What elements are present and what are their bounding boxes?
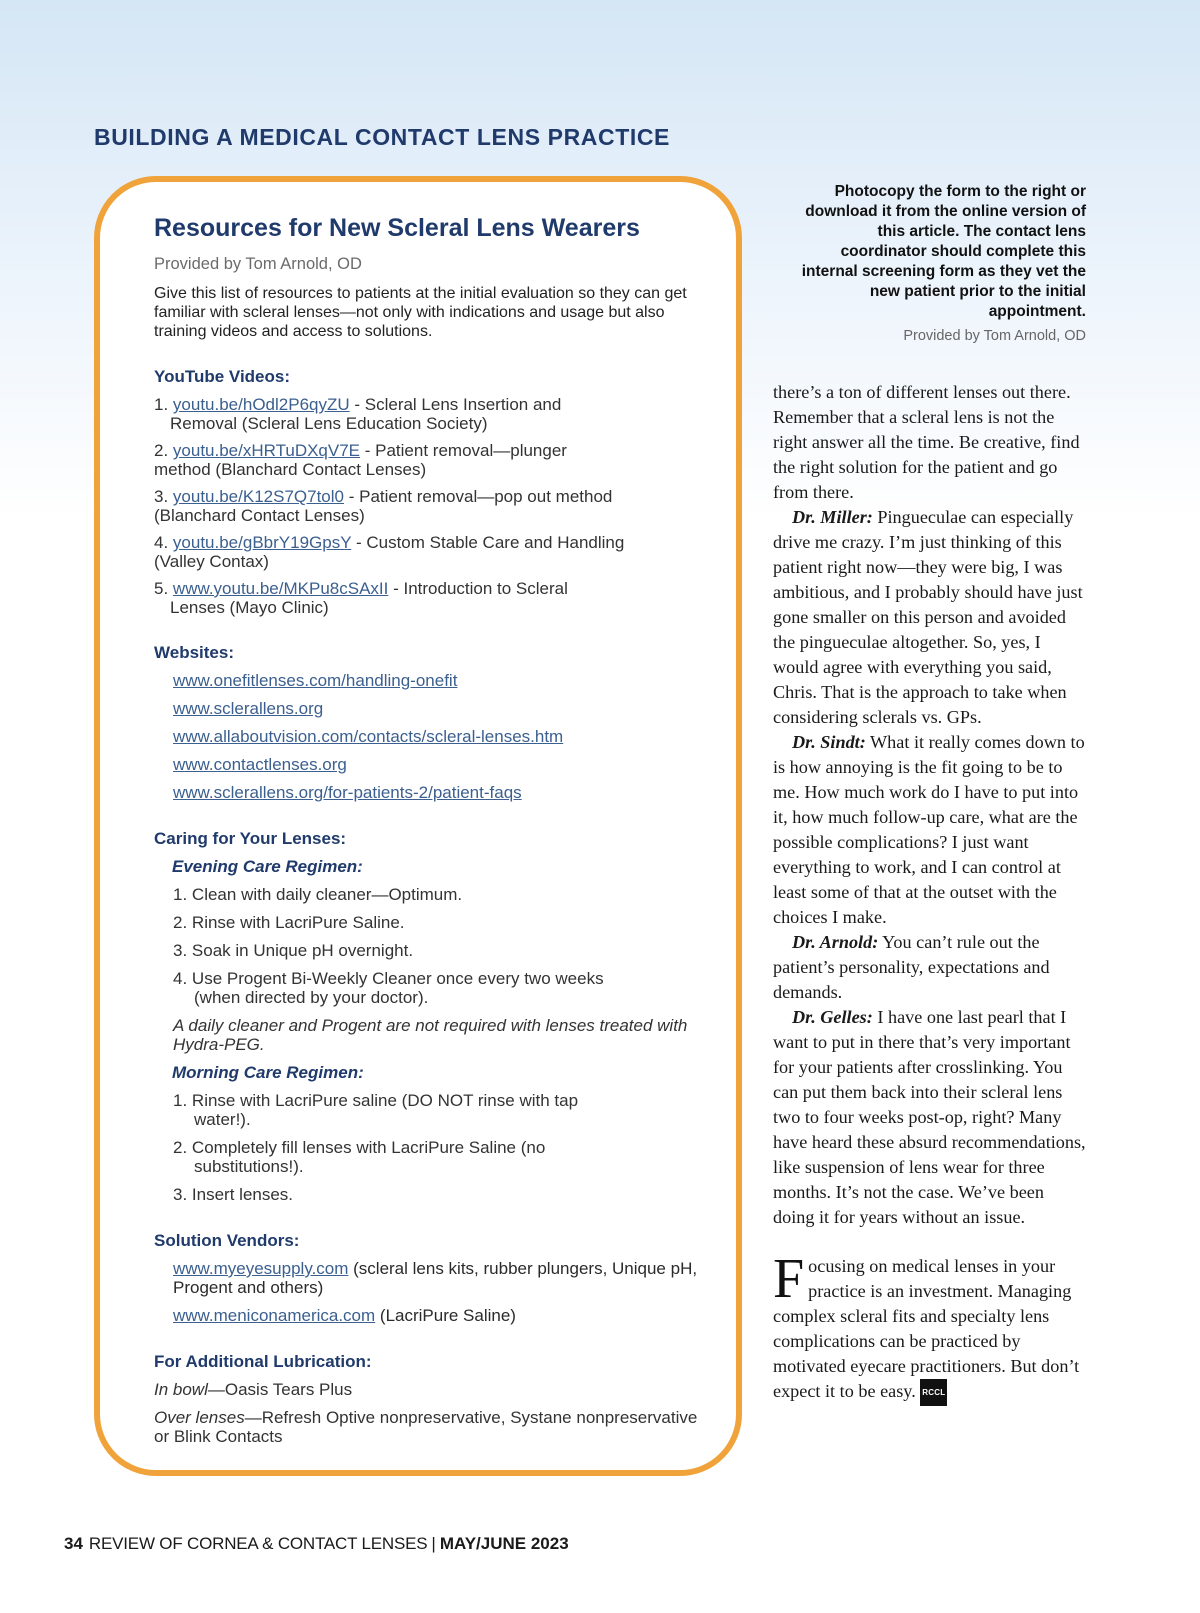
speaker-name: Dr. Gelles: [792, 1007, 873, 1027]
vendor-link[interactable]: www.meniconamerica.com [173, 1306, 376, 1325]
website-link[interactable]: www.contactlenses.org [173, 755, 347, 774]
vendor-item: www.myeyesupply.com (scleral lens kits, rubber plungers, Unique pH, Progent and others) [173, 1259, 698, 1297]
website-link[interactable]: www.sclerallens.org/for-patients-2/patient-faqs [173, 783, 522, 802]
vendor-item: www.meniconamerica.com (LacriPure Saline) [173, 1306, 516, 1325]
speaker-name: Dr. Sindt: [792, 732, 866, 752]
youtube-link[interactable]: youtu.be/hOdl2P6qyZU [172, 395, 350, 414]
box-byline: Provided by Tom Arnold, OD [154, 255, 362, 273]
youtube-link[interactable]: youtu.be/gBbrY19GpsY [172, 533, 352, 552]
speaker-name: Dr. Miller: [792, 507, 873, 527]
youtube-item: 5. www.youtu.be/MKPu8cSAxII - Introduction to Scleral Lenses (Mayo Clinic) [154, 579, 568, 617]
lubrication-item: In bowl—Oasis Tears Plus [154, 1380, 353, 1399]
morning-step: 3. Insert lenses. [173, 1185, 294, 1204]
lubrication-item: Over lenses—Refresh Optive nonpreservative, Systane nonpreservative or Blink Contacts [154, 1408, 698, 1446]
evening-step: 4. Use Progent Bi-Weekly Cleaner once every two weeks (when directed by your doctor). [173, 969, 604, 1007]
evening-heading: Evening Care Regimen: [172, 857, 363, 876]
box-title: Resources for New Scleral Lens Wearers [154, 214, 640, 242]
youtube-link[interactable]: youtu.be/xHRTuDXqV7E [172, 441, 361, 460]
morning-heading: Morning Care Regimen: [172, 1063, 364, 1082]
website-link[interactable]: www.allaboutvision.com/contacts/scleral-lenses.htm [173, 727, 564, 746]
article-paragraph: Dr. Gelles: I have one last pearl that I want to put in there that’s very important for your patients after crosslinking. You can put them back into their scleral lens two to four weeks post-op, right? Many have heard these absurd recommendations, like suspension of lens wear for three months. It’s not the case. We’ve been doing it for years without an issue. [773, 1007, 1086, 1227]
speaker-name: Dr. Arnold: [792, 932, 879, 952]
article-paragraph: Dr. Arnold: You can’t rule out the patient’s personality, expectations and demands. [773, 932, 1050, 1002]
article-paragraph: Dr. Miller: Pingueculae can especially drive me crazy. I’m just thinking of this patient right now—they were big, I was ambitious, and I probably should have just gone smaller on this person and avoided the pingueculae altogether. So, yes, I would agree with everything you said, Chris. That is the approach to take when considering sclerals vs. GPs. [773, 507, 1083, 727]
resources-box [94, 176, 742, 1476]
evening-step: 2. Rinse with LacriPure Saline. [173, 913, 405, 932]
evening-step: 1. Clean with daily cleaner—Optimum. [173, 885, 463, 904]
caring-heading: Caring for Your Lenses: [154, 829, 347, 848]
websites-heading: Websites: [154, 643, 234, 662]
website-link[interactable]: www.sclerallens.org [173, 699, 324, 718]
youtube-link[interactable]: youtu.be/K12S7Q7tol0 [172, 487, 344, 506]
morning-step: 2. Completely fill lenses with LacriPure Saline (no substitutions!). [173, 1138, 546, 1176]
article-paragraph: Dr. Sindt: What it really comes down to is how annoying is the fit going to be to me. How much work do I have to put into it, how much follow-up care, what are the possible complications? I just want everything to work, and I can control at least some of that at the outset with the choices I make. [773, 732, 1085, 927]
page-number: 34 [64, 1534, 83, 1553]
issue-date: MAY/JUNE 2023 [439, 1534, 569, 1553]
box-intro: Give this list of resources to patients at the initial evaluation so they can get familiar with scleral lenses—not only with indications and usage but also training videos and access to solutions. [154, 285, 687, 340]
drop-cap: F [773, 1248, 805, 1310]
evening-note: A daily cleaner and Progent are not required with lenses treated with Hydra-PEG. [173, 1016, 688, 1054]
page-footer: 34 REVIEW OF CORNEA & CONTACT LENSES | MAY/JUNE 2023 [64, 1534, 569, 1553]
magazine-name: REVIEW OF CORNEA & CONTACT LENSES [88, 1534, 428, 1553]
lubrication-heading: For Additional Lubrication: [154, 1352, 372, 1371]
youtube-heading: YouTube Videos: [154, 367, 291, 386]
youtube-item: 4. youtu.be/gBbrY19GpsY - Custom Stable Care and Handling (Valley Contax) [154, 533, 625, 571]
vendors-heading: Solution Vendors: [154, 1231, 300, 1250]
section-title: BUILDING A MEDICAL CONTACT LENS PRACTICE [94, 124, 670, 150]
youtube-item: 1. youtu.be/hOdl2P6qyZU - Scleral Lens Insertion and Removal (Scleral Lens Education Society) [154, 395, 562, 433]
youtube-item: 3. youtu.be/K12S7Q7tol0 - Patient removal—pop out method (Blanchard Contact Lenses) [154, 487, 613, 525]
website-link[interactable]: www.onefitlenses.com/handling-onefit [173, 671, 458, 690]
vendor-link[interactable]: www.myeyesupply.com [173, 1259, 349, 1278]
youtube-item: 2. youtu.be/xHRTuDXqV7E - Patient removal—plunger method (Blanchard Contact Lenses) [154, 441, 567, 479]
article-paragraph: Focusing on medical lenses in your practice is an investment. Managing complex scleral fits and specialty lens complications can be practiced by motivated eyecare practitioners. But don’t expect it to be easy. RCCL [773, 1254, 1089, 1406]
evening-step: 3. Soak in Unique pH overnight. [173, 941, 414, 960]
morning-step: 1. Rinse with LacriPure saline (DO NOT rinse with tap water!). [173, 1091, 579, 1129]
end-mark-icon: RCCL [920, 1379, 947, 1406]
article-column [773, 380, 1089, 1406]
sidebar-credit: Provided by Tom Arnold, OD [903, 328, 1086, 344]
article-paragraph: there’s a ton of different lenses out there. Remember that a scleral lens is not the right answer all the time. Be creative, find the right solution for the patient and go from there. [773, 382, 1080, 502]
sidebar-note: Photocopy the form to the right or download it from the online version of this article. The contact lens coordinator should complete this internal screening form as they vet the new patient prior to the initial appointment. [801, 183, 1086, 320]
youtube-link[interactable]: www.youtu.be/MKPu8cSAxII [172, 579, 389, 598]
